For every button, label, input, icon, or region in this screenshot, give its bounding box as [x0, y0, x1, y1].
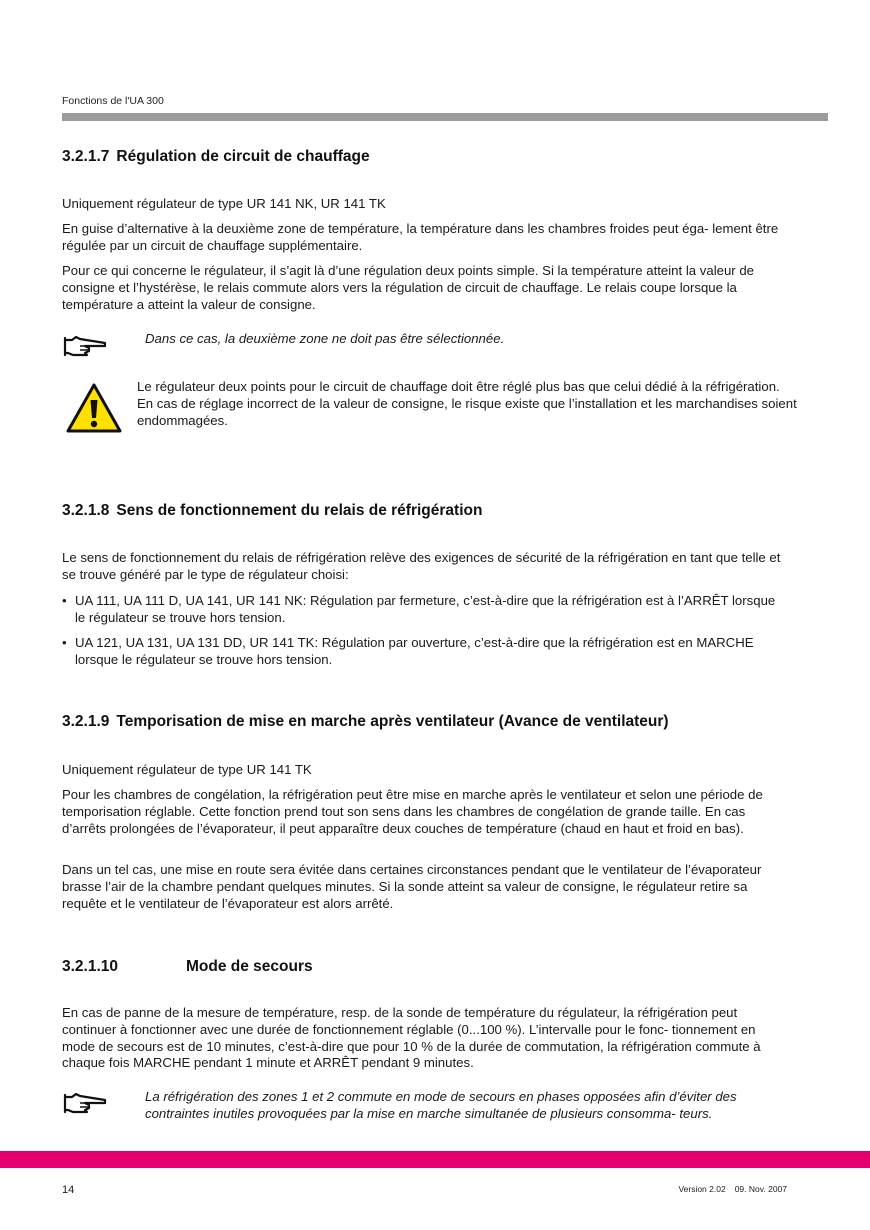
- version-info: [678, 1184, 787, 1194]
- pointing-hand-icon: [63, 335, 107, 357]
- paragraph: Pour ce qui concerne le régulateur, il s’agit là d’une régulation deux points simple. Si la température atteint la valeur de consigne et l’hystérèse, le relais commute alors vers la régulation de circuit de chauffage. Le relais coupe lorsque la température a atteint la valeur de consigne.: [62, 263, 755, 312]
- section-title: Temporisation de mise en marche après ventilateur (Avance de ventilateur): [116, 713, 669, 730]
- list-item-text: UA 121, UA 131, UA 131 DD, UR 141 TK: Régulation par ouverture, c’est-à-dire que la réfrigération est en MARCHE lorsque le régulateur se trouve hors tension.: [75, 635, 754, 667]
- pointing-hand-icon: [63, 1092, 107, 1114]
- section-number: 3.2.1.9: [62, 713, 110, 730]
- warning-triangle-icon: [66, 383, 122, 433]
- section-heading-3-2-1-8: [62, 502, 482, 520]
- section-heading-3-2-1-10: [62, 958, 313, 976]
- section-title: Mode de secours: [186, 958, 313, 975]
- header-title: Fonctions de l'UA 300: [62, 95, 164, 107]
- note-text: Dans ce cas, la deuxième zone ne doit pas être sélectionnée.: [145, 331, 505, 346]
- paragraph: Le sens de fonctionnement du relais de réfrigération relève des exigences de sécurité de la réfrigération en tant que telle et se trouve généré par le type de régulateur choisi:: [62, 550, 781, 582]
- page-number: 14: [62, 1184, 75, 1196]
- section-title: Régulation de circuit de chauffage: [116, 148, 370, 165]
- section-heading-3-2-1-7: [62, 148, 370, 166]
- paragraph: Uniquement régulateur de type UR 141 TK: [62, 762, 312, 777]
- footer-accent-bar: [0, 1151, 870, 1168]
- paragraph: Dans un tel cas, une mise en route sera évitée dans certaines circonstances pendant que le ventilateur de l’évaporateur brasse l’air de la chambre pendant quelques minutes. Si la sonde atteint sa valeur de consigne, le régulateur retire sa requête et le ventilateur de l’évaporateur est alors arrêté.: [62, 862, 762, 911]
- paragraph: En guise d’alternative à la deuxième zone de température, la température dans les chambres froides peut éga- lement être régulée par un circuit de chauffage supplémentaire.: [62, 221, 779, 253]
- note-text: La réfrigération des zones 1 et 2 commute en mode de secours en phases opposées afin d’éviter des contraintes inutiles provoquées par la mise en marche simultanée de plusieurs consomma- teurs.: [145, 1089, 737, 1121]
- list-item-text: UA 111, UA 111 D, UA 141, UR 141 NK: Régulation par fermeture, c’est-à-dire que la réfrigération est à l’ARRÊT lorsque le régulateur se trouve hors tension.: [75, 593, 776, 625]
- paragraph: Pour les chambres de congélation, la réfrigération peut être mise en marche après le ventilateur et selon une période de temporisation réglable. Cette fonction prend tout son sens dans les chambres de congélation de grande taille. En cas d’arrêts prolongées de l’évaporateur, il peut apparaître deux couches de température (chaud en haut et froid en bas).: [62, 787, 763, 836]
- warning-text: Le régulateur deux points pour le circuit de chauffage doit être réglé plus bas que celui dédié à la réfrigération. En cas de réglage incorrect de la valeur de consigne, le risque existe que l’installation et les marchandises soient endommagées.: [137, 379, 797, 428]
- version-label: Version 2.02: [678, 1184, 726, 1194]
- section-title: Sens de fonctionnement du relais de réfrigération: [116, 502, 483, 519]
- paragraph: En cas de panne de la mesure de température, resp. de la sonde de température du régulateur, la réfrigération peut continuer à fonctionner avec une durée de fonctionnement réglable (0...100 %). L’intervalle pour le fonc- tionnement en mode de secours est de 10 minutes, c’est-à-dire que pour 10 % de la durée de commutation, la réfrigération commute à chaque fois MARCHE pendant 1 minute et ARRÊT pendant 9 minutes.: [62, 1005, 761, 1071]
- version-date: 09. Nov. 2007: [734, 1184, 787, 1194]
- section-heading-3-2-1-9: [62, 713, 669, 731]
- section-number: 3.2.1.7: [62, 148, 110, 165]
- paragraph: Uniquement régulateur de type UR 141 NK, UR 141 TK: [62, 196, 386, 211]
- section-number: 3.2.1.8: [62, 502, 110, 519]
- header-divider-bar: [62, 113, 828, 121]
- section-number: 3.2.1.10: [62, 958, 119, 975]
